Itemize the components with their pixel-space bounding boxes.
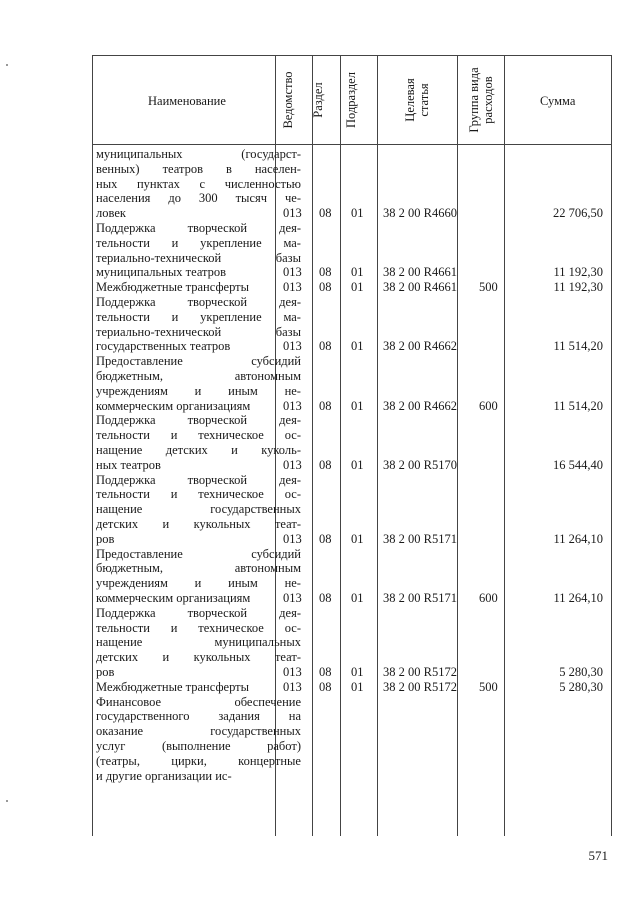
row-section: 08 (319, 665, 332, 679)
row-amount: 5 280,30 (559, 665, 603, 679)
row-name (96, 147, 301, 221)
row-name-line: Предоставление субсидий (96, 546, 301, 561)
row-dept: 013 (283, 339, 302, 354)
row-name-line: государственных театров (96, 339, 231, 354)
row-name-line: оказание государственных (96, 724, 301, 739)
row-name-line: государственного задания на (96, 709, 301, 724)
row-target: 38 2 00 R4662 (383, 398, 457, 413)
row-name-line: териально-технической базы (96, 324, 301, 339)
row-name-line: детских и кукольных теат- (96, 516, 301, 531)
budget-table (92, 55, 612, 836)
row-amount: 11 192,30 (553, 280, 603, 295)
row-section: 08 (319, 398, 332, 413)
row-name-line: детских и кукольных теат- (96, 650, 301, 665)
row-exp-group: 600 (479, 398, 498, 413)
row-name (96, 280, 301, 295)
row-subsection: 01 (351, 591, 364, 605)
row-subsection: 01 (351, 679, 364, 694)
row-name-line: бюджетным, автономным (96, 368, 301, 383)
row-section: 08 (319, 280, 332, 295)
row-target: 38 2 00 R5172 (383, 665, 457, 679)
row-name (96, 680, 301, 695)
row-target: 38 2 00 R4662 (383, 339, 457, 354)
row-name-line: бюджетным, автономным (96, 561, 301, 576)
row-section: 08 (319, 457, 332, 472)
row-name-line: нащение муниципальных (96, 635, 301, 650)
row-name-line: Поддержка творческой дея- (96, 472, 301, 487)
row-section: 08 (319, 591, 332, 605)
row-target: 38 2 00 R5172 (383, 679, 457, 694)
row-name-line: учреждениям и иным не- (96, 576, 301, 591)
row-dept: 013 (283, 280, 302, 295)
header-target-line2: статья (417, 83, 431, 117)
row-name (96, 413, 301, 472)
row-dept: 013 (283, 679, 302, 694)
col-divider (377, 56, 378, 836)
row-name-line: Межбюджетные трансферты (96, 280, 250, 295)
row-section: 08 (319, 531, 332, 546)
row-name-line: муниципальных театров (96, 265, 227, 280)
row-target: 38 2 00 R4660 (383, 206, 457, 221)
row-name-line: Финансовое обеспечение (96, 694, 301, 709)
col-divider (340, 56, 341, 836)
page-number: 571 (588, 848, 608, 863)
row-name (96, 547, 301, 606)
row-target: 38 2 00 R5171 (383, 531, 457, 546)
row-dept: 013 (283, 665, 302, 679)
header-exp-group-line2: расходов (481, 76, 495, 124)
row-section: 08 (319, 679, 332, 694)
row-target: 38 2 00 R4661 (383, 280, 457, 295)
row-exp-group: 600 (479, 591, 498, 605)
row-name-line: учреждениям и иным не- (96, 383, 301, 398)
header-sum: Сумма (540, 94, 576, 108)
header-subsection: Подраздел (344, 72, 358, 128)
row-subsection: 01 (351, 280, 364, 295)
row-exp-group: 500 (479, 679, 498, 694)
header-name: Наименование (148, 94, 226, 108)
row-name-line: коммерческим организациям (96, 398, 251, 413)
row-name-line: (театры, цирки, концертные (96, 753, 301, 768)
row-dept: 013 (283, 531, 302, 546)
row-amount: 11 514,20 (553, 339, 603, 354)
row-name-line: Межбюджетные трансферты (96, 679, 250, 694)
header-target-line1: Целевая (403, 78, 417, 122)
row-name-line: населения до 300 тысяч че- (96, 191, 301, 206)
row-subsection: 01 (351, 457, 364, 472)
row-name-line: ров (96, 664, 115, 679)
row-name-line: тельности и техническое ос- (96, 620, 301, 635)
header-divider (93, 144, 611, 145)
row-name-line: ных пунктах с численностью (96, 176, 301, 191)
row-section: 08 (319, 265, 332, 280)
row-name-line: Поддержка творческой дея- (96, 221, 301, 235)
row-name-line: и другие организации ис- (96, 768, 232, 783)
row-amount: 22 706,50 (553, 206, 603, 221)
row-name-line: коммерческим организациям (96, 590, 251, 605)
col-divider (312, 56, 313, 836)
row-subsection: 01 (351, 531, 364, 546)
header-exp-group (467, 57, 495, 143)
row-name-line: Поддержка творческой дея- (96, 295, 301, 309)
header-exp-group-line1: Группа вида (467, 67, 481, 133)
row-amount: 5 280,30 (559, 679, 603, 694)
row-target: 38 2 00 R5170 (383, 457, 457, 472)
header-target (403, 60, 431, 140)
row-subsection: 01 (351, 665, 364, 679)
row-name-line: тельности и укрепление ма- (96, 309, 301, 324)
row-name-line: ров (96, 531, 115, 546)
row-dept: 013 (283, 398, 302, 413)
row-name-line: тельности и укрепление ма- (96, 235, 301, 250)
row-name-line: нащение государственных (96, 502, 301, 517)
row-amount: 11 514,20 (553, 398, 603, 413)
row-exp-group: 500 (479, 280, 498, 295)
row-name (96, 606, 301, 680)
row-name-line: тельности и техническое ос- (96, 487, 301, 502)
scan-mark (6, 64, 8, 66)
row-name (96, 295, 301, 354)
row-dept: 013 (283, 591, 302, 605)
row-dept: 013 (283, 206, 302, 221)
row-amount: 11 264,10 (553, 591, 603, 605)
row-name-line: Предоставление субсидий (96, 354, 301, 369)
row-amount: 11 264,10 (553, 531, 603, 546)
row-amount: 11 192,30 (553, 265, 603, 280)
row-name (96, 695, 301, 784)
row-section: 08 (319, 206, 332, 221)
col-divider (504, 56, 505, 836)
row-name-line: Поддержка творческой дея- (96, 413, 301, 428)
row-dept: 013 (283, 457, 302, 472)
row-name (96, 221, 301, 280)
row-name-line: Поддержка творческой дея- (96, 605, 301, 620)
row-name (96, 354, 301, 413)
row-name-line: тельности и техническое ос- (96, 428, 301, 443)
row-target: 38 2 00 R4661 (383, 265, 457, 280)
scan-mark (6, 800, 8, 802)
row-subsection: 01 (351, 206, 364, 221)
row-name-line: нащение детских и куколь- (96, 442, 301, 457)
header-section: Раздел (311, 82, 325, 118)
row-target: 38 2 00 R5171 (383, 591, 457, 605)
row-amount: 16 544,40 (553, 457, 603, 472)
row-name-line: ных театров (96, 457, 161, 472)
row-name-line: муниципальных (государст- (96, 147, 301, 161)
row-name-line: териально-технической базы (96, 250, 301, 265)
row-name (96, 473, 301, 547)
row-subsection: 01 (351, 398, 364, 413)
row-subsection: 01 (351, 339, 364, 354)
row-name-line: ловек (96, 206, 126, 221)
col-divider (457, 56, 458, 836)
row-dept: 013 (283, 265, 302, 280)
header-dept: Ведомство (281, 71, 295, 129)
row-name-line: услуг (выполнение работ) (96, 738, 301, 753)
row-name-line: венных) театров в населен- (96, 161, 301, 176)
row-section: 08 (319, 339, 332, 354)
row-subsection: 01 (351, 265, 364, 280)
